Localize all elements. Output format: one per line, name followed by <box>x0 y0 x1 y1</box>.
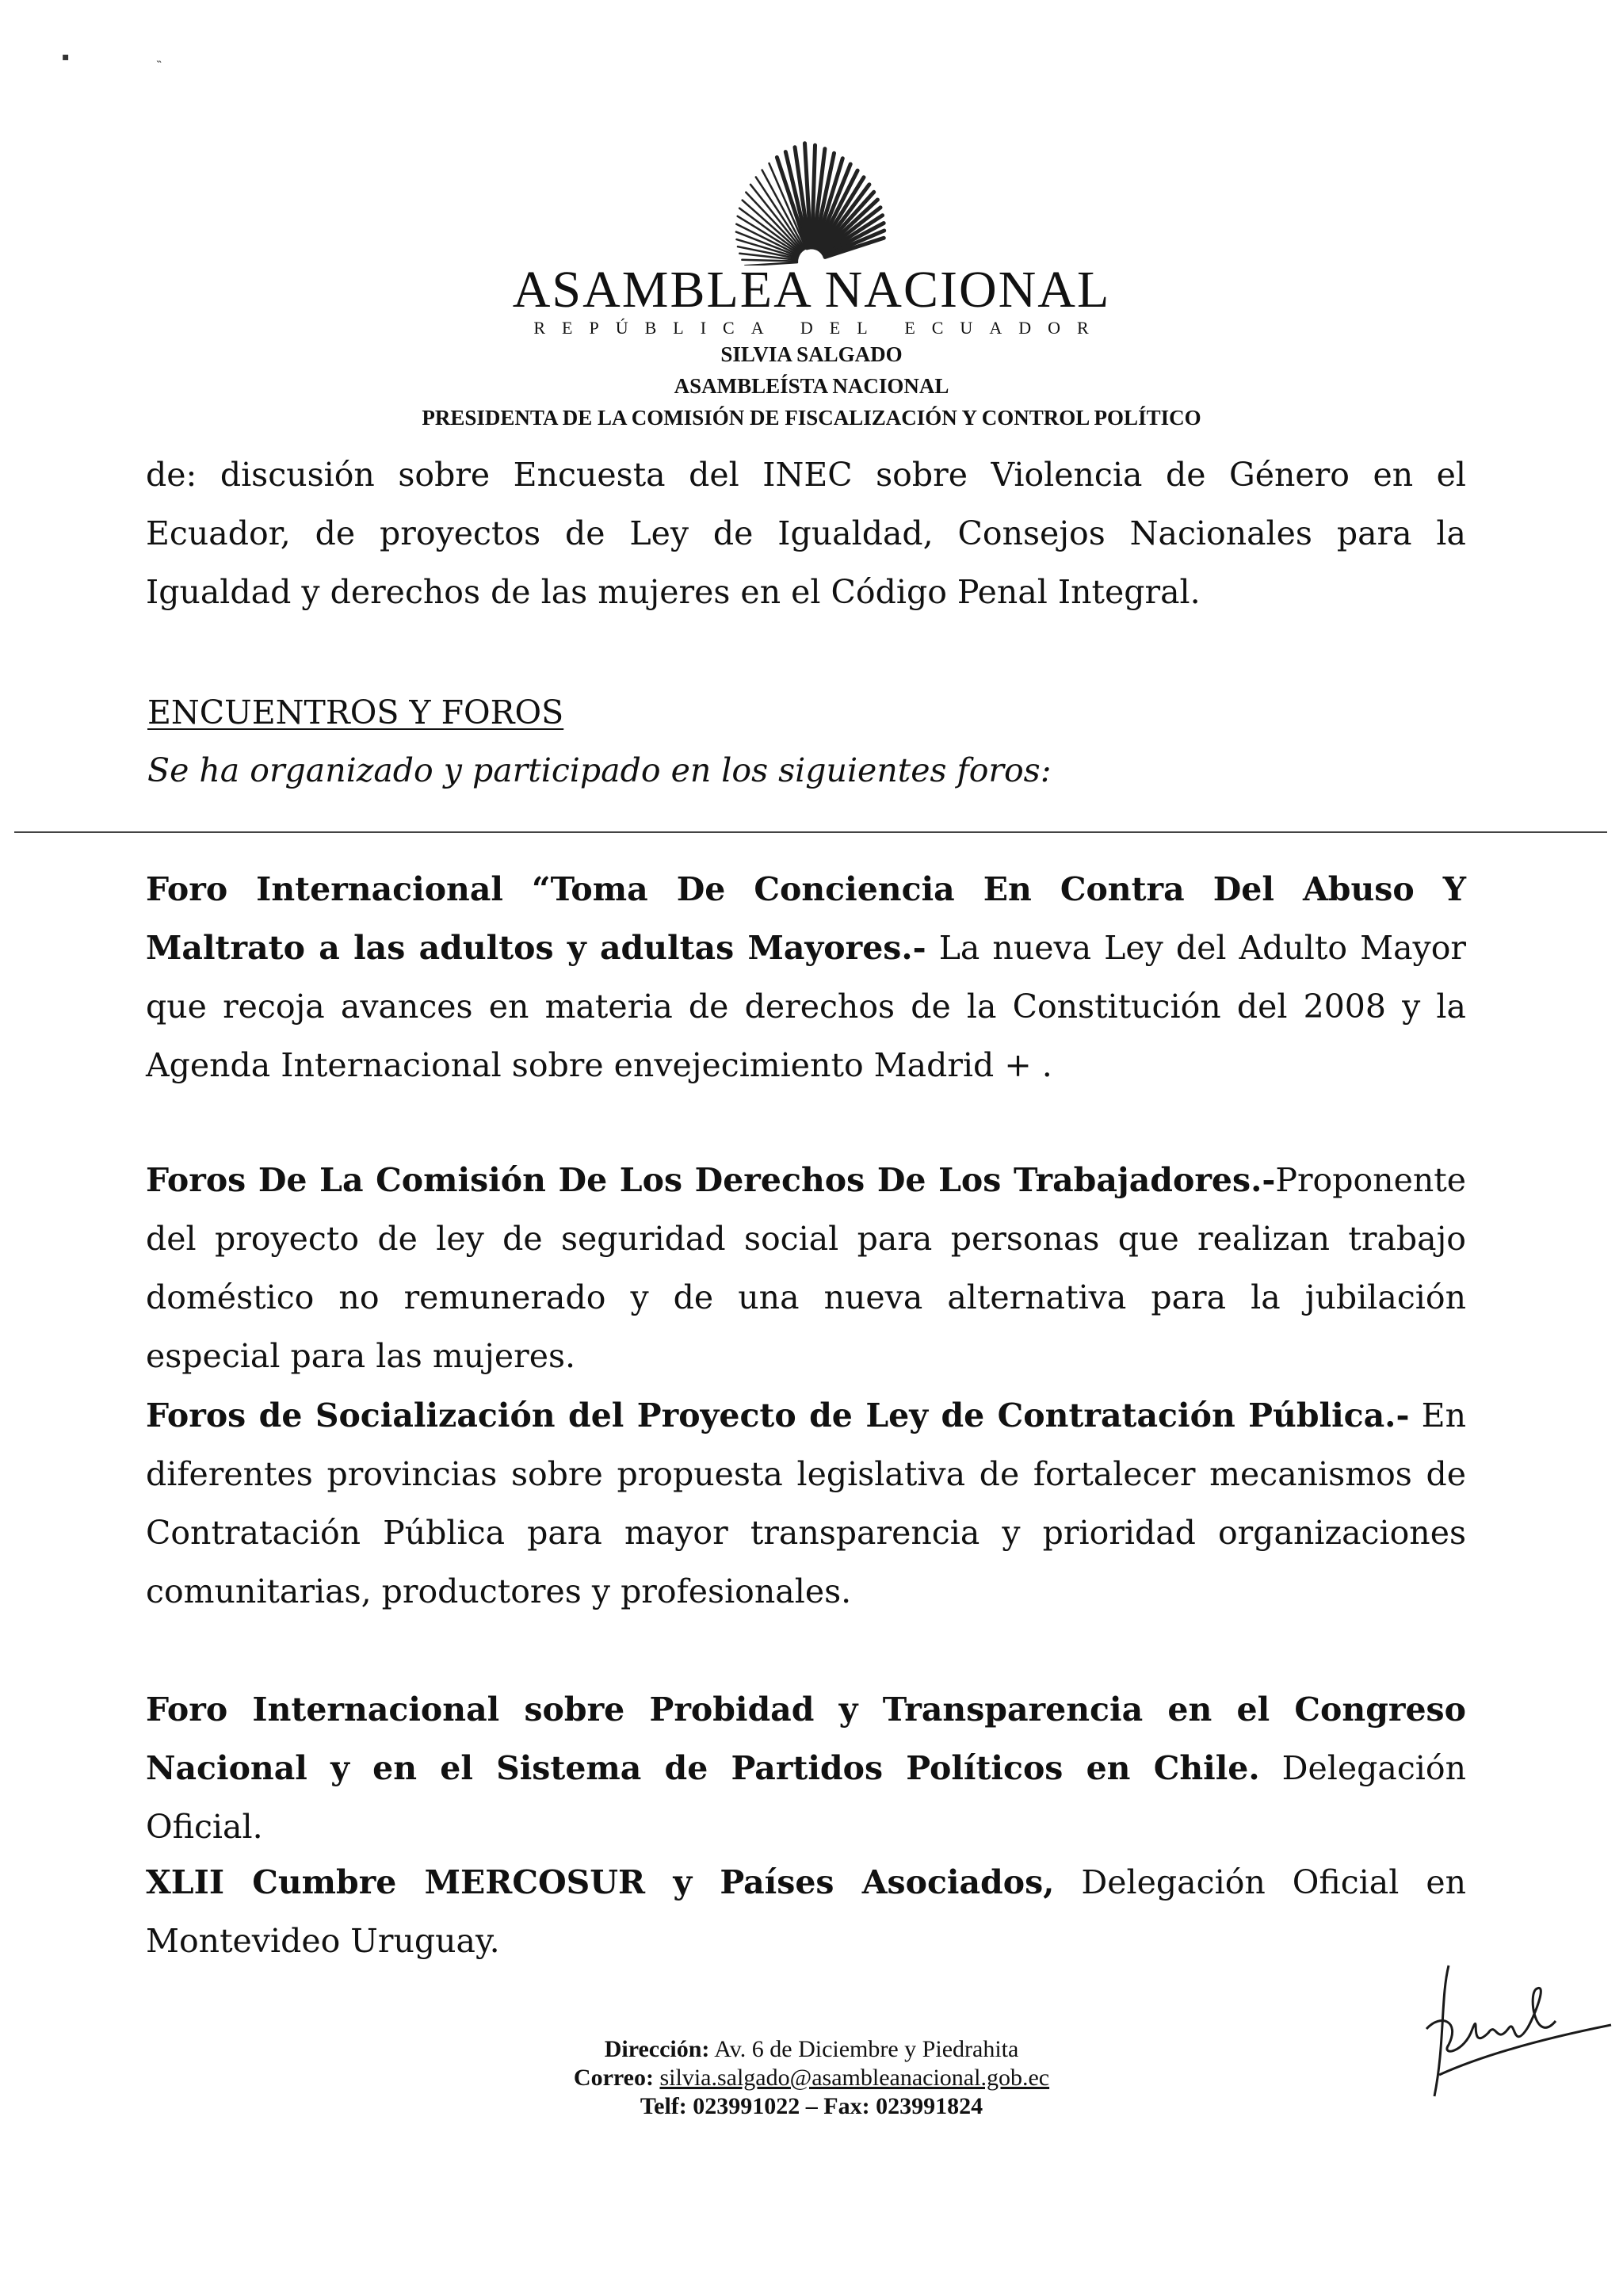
forum-item <box>146 1386 1466 1621</box>
address-label: Dirección: <box>604 2036 710 2062</box>
forum-item <box>146 1853 1466 1970</box>
forum-title: XLII Cumbre MERCOSUR y Países Asociados, <box>146 1863 1055 1901</box>
forum-item <box>146 860 1466 1095</box>
forum-text: Delegación Oficial. <box>146 1749 1466 1846</box>
person-name: SILVIA SALGADO <box>720 342 903 366</box>
forum-text: En diferentes provincias sobre propuesta legislativa de fortalecer mecanismos de Contratación Pública para mayor transparencia y prioridad organizaciones comunitarias, productores y profesionales. <box>146 1396 1466 1610</box>
org-name: ASAMBLEA NACIONAL <box>512 261 1111 319</box>
footer-phone: Telf: 023991022 – Fax: 023991824 <box>640 2093 983 2119</box>
email-label: Correo: <box>573 2065 654 2091</box>
intro-paragraph: de: discusión sobre Encuesta del INEC sobre Violencia de Género en el Ecuador, de proyectos de Ley de Igualdad, Consejos Nacionales para la Igualdad y derechos de las mujeres en el Código Penal Integral. <box>146 456 1466 611</box>
section-title: ENCUENTROS Y FOROS <box>147 693 564 732</box>
footer-email <box>0 2064 1623 2092</box>
forum-text: Proponente del proyecto de ley de seguridad social para personas que realizan trabajo doméstico no remunerado y de una nueva alternativa para la jubilación especial para las mujeres. <box>146 1161 1466 1375</box>
commission-title: PRESIDENTA DE LA COMISIÓN DE FISCALIZACIÓN Y CONTROL POLÍTICO <box>422 406 1201 430</box>
divider <box>14 831 1607 833</box>
forum-title: Foro Internacional sobre Probidad y Transparencia en el Congreso Nacional y en el Sistema de Partidos Políticos en Chile. <box>146 1690 1466 1787</box>
address-value: Av. 6 de Diciembre y Piedrahita <box>709 2036 1019 2062</box>
footer-contact <box>0 2035 1623 2121</box>
email-link[interactable]: silvia.salgado@asambleanacional.gob.ec <box>659 2065 1050 2091</box>
footer-address <box>0 2035 1623 2064</box>
scan-mark: ˵ <box>157 52 162 67</box>
forum-item <box>146 1151 1466 1385</box>
forum-title: Foro Internacional “Toma De Conciencia En Contra Del Abuso Y Maltrato a las adultos y adultas Mayores.- <box>146 870 1466 967</box>
forum-item <box>146 1680 1466 1856</box>
forum-text: Delegación Oficial en Montevideo Uruguay. <box>146 1863 1466 1960</box>
forum-title: Foros de Socialización del Proyecto de Ley de Contratación Pública.- <box>146 1396 1410 1435</box>
forum-title: Foros De La Comisión De Los Derechos De Los Trabajadores.- <box>146 1161 1276 1199</box>
forum-text: La nueva Ley del Adulto Mayor que recoja avances en materia de derechos de la Constitución del 2008 y la Agenda Internacional sobre envejecimiento Madrid + . <box>146 929 1466 1084</box>
asamblea-sun-logo <box>661 135 962 266</box>
person-role: ASAMBLEÍSTA NACIONAL <box>674 374 949 398</box>
scan-mark: ▪ <box>62 51 70 63</box>
letterhead <box>0 135 1623 434</box>
org-subtitle: REPÚBLICA DEL ECUADOR <box>533 318 1106 338</box>
section-subtitle: Se ha organizado y participado en los siguientes foros: <box>147 751 1052 789</box>
